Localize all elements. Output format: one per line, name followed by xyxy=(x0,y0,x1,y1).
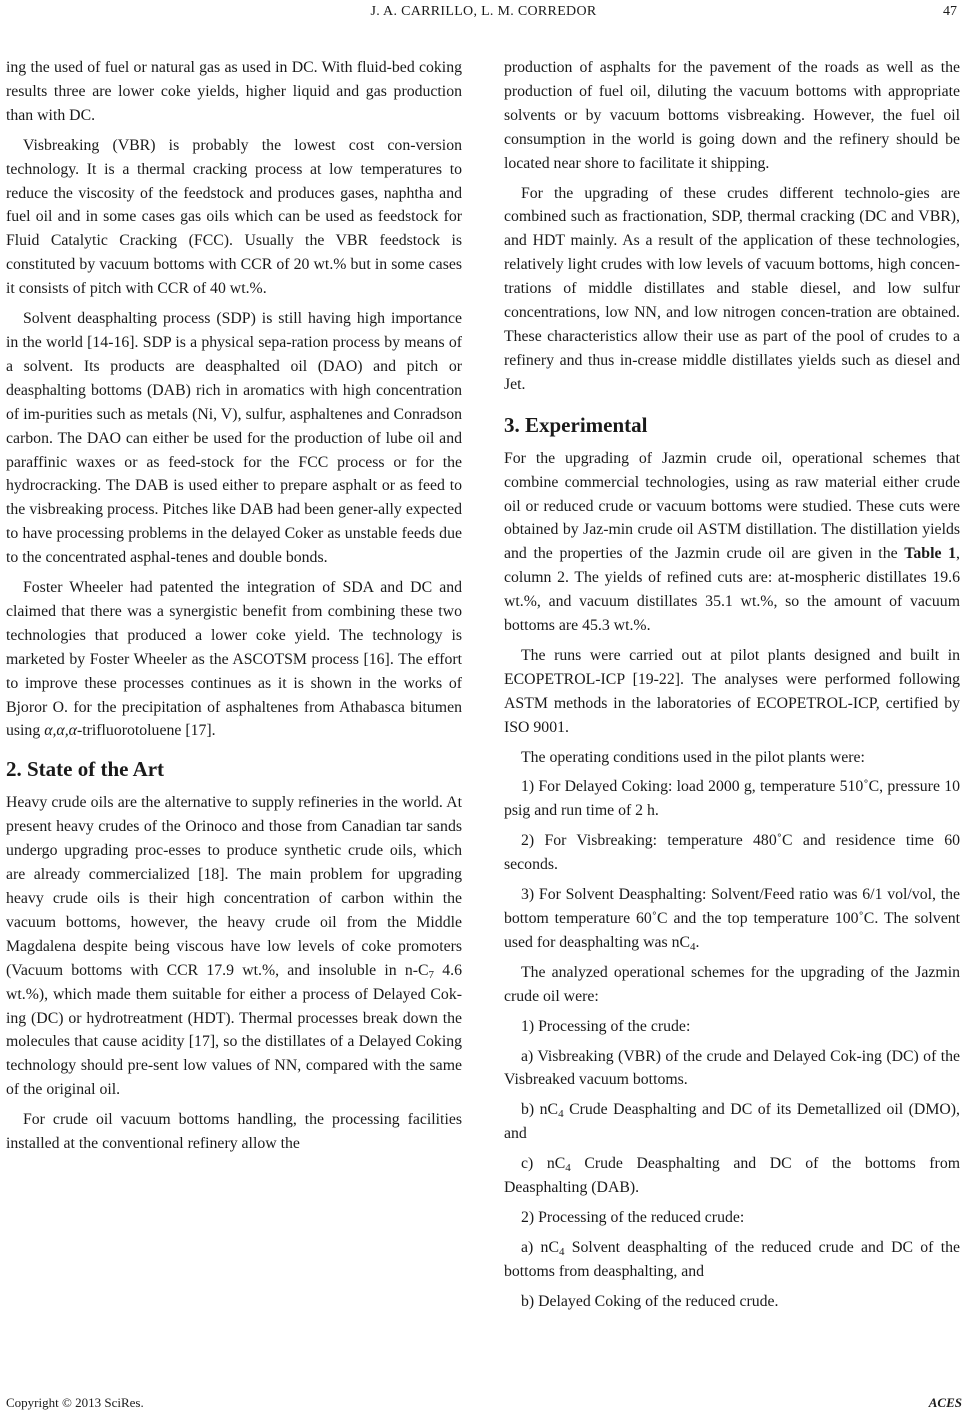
subscript: 4 xyxy=(558,1108,564,1121)
paragraph: The analyzed operational schemes for the upgrading of the Jazmin crude oil were: xyxy=(504,963,960,1005)
paragraph xyxy=(6,576,462,743)
paragraph: 1) Processing of the crude: xyxy=(521,1017,691,1035)
paragraph: b) Delayed Coking of the reduced crude. xyxy=(521,1292,779,1310)
text-run: 3) For Solvent Deasphalting: Solvent/Feed ratio was 6/1 vol/vol, the bottom temperature 60˚C and the top temperature 100˚C. The solvent used for deasphalting was nC xyxy=(504,886,960,951)
page-footer xyxy=(6,1393,962,1413)
table-reference: Table 1 xyxy=(904,545,957,563)
section-heading: 2. State of the Art xyxy=(6,757,165,782)
text-run: For the upgrading of Jazmin crude oil, operational schemes that combine commercial technologies, using as raw material either crude oil or reduced crude or vacuum bottoms were studied. These cuts were obtained by Jaz-min crude oil ASTM distillation. The distillation yields and the properties of the Jazmin crude oil are given in the xyxy=(504,449,960,563)
subscript: 4 xyxy=(558,1245,565,1258)
running-header xyxy=(0,0,967,24)
text-run: -trifluorotoluene [17]. xyxy=(76,722,216,740)
paragraph: The operating conditions used in the pilot plants were: xyxy=(521,748,865,766)
journal-abbreviation: ACES xyxy=(928,1395,962,1410)
subscript: 4 xyxy=(565,1162,571,1175)
copyright-notice: Copyright © 2013 SciRes. xyxy=(6,1395,144,1410)
paragraph xyxy=(504,1152,960,1200)
text-run: Solvent deasphalting of the reduced crude and DC of the bottoms from deasphalting, and xyxy=(504,1238,961,1280)
paragraph: Solvent deasphalting process (SDP) is still having high importance in the world [14-16]. SDP is a physical sepa-ration process by means of a solvent. Its products are deasphalted oil (DAO) and pitch or deasphalting bottoms (DAB) rich in aromatics with high concentration of im-purities such as metals (Ni, V), sulfur, asphaltenes and Conradson carbon. The DAO can either be used for the production of lube oil and paraffinic waxes or as feed-stock for the FCC process or for the hydrocracking. The DAB is used either to prepare asphalt or as feed to the visbreaking process. Pitches like DAB had been gener-ally expected to have processing problems in the delayed Coker as unstable feeds due to the concentrated asphal-tenes and double bonds. xyxy=(6,310,462,567)
page-number: 47 xyxy=(943,4,957,19)
paragraph xyxy=(504,1098,960,1146)
paragraph: For crude oil vacuum bottoms handling, the processing facilities installed at the conventional refinery allow the xyxy=(6,1111,462,1153)
italic-text: α,α,α xyxy=(44,722,77,740)
subscript: 4 xyxy=(690,940,696,953)
right-column xyxy=(504,56,960,1320)
section-heading: 3. Experimental xyxy=(504,412,648,437)
paragraph: The runs were carried out at pilot plants designed and built in ECOPETROL-ICP [19-22]. The analyses were performed following ASTM methods in the laboratories of ECOPETROL-ICP, certified by ISO 9001. xyxy=(504,646,960,736)
text-run: b) nC xyxy=(521,1101,559,1119)
paragraph: production of asphalts for the pavement of the roads as well as the production of fuel oil, diluting the vacuum bottoms with appropriate solvents or by vacuum bottoms visbreaking. However, the fuel oil consumption in the world is going down and the refinery should be located near shore to facilitate it shipping. xyxy=(504,59,960,172)
text-run: Crude Deasphalting and DC of the bottoms from Deasphalting (DAB). xyxy=(504,1155,961,1197)
text-run: a) nC xyxy=(521,1238,559,1256)
text-run: 4.6 wt.%), which made them suitable for either a process of Delayed Cok-ing (DC) or hydrotreatment (HDT). Thermal processes break down the molecules that cause acidity [17], so the distillates of a Delayed Coking technology should pre-sent low values of NN, compared with the same of the original oil. xyxy=(6,961,462,1099)
text-run: Foster Wheeler had patented the integration of SDA and DC and claimed that there was a synergistic benefit from combining these two technologies that produced a lower coke yield. The technology is marketed by Foster Wheeler as the ASCOTSM process [16]. The effort to improve these processes continues as it is shown in the works of Bjoror O. for the precipitation of asphaltenes from Athabasca bitumen using xyxy=(6,579,462,740)
text-run: . xyxy=(695,933,700,951)
text-run: Crude Deasphalting and DC of its Demetallized oil (DMO), and xyxy=(504,1101,960,1143)
text-run: , column 2. The yields of refined cuts are: at-mospheric distillates 19.6 wt.%, and vacuum distillates 35.1 wt.%, so the amount of vacuum bottoms are 45.3 wt.%. xyxy=(504,545,960,635)
running-title: J. A. CARRILLO, L. M. CORREDOR xyxy=(370,4,597,19)
paragraph xyxy=(504,447,960,638)
paragraph: a) Visbreaking (VBR) of the crude and Delayed Cok-ing (DC) of the Visbreaked vacuum bottoms. xyxy=(504,1047,960,1089)
text-run: c) nC xyxy=(521,1155,566,1173)
text-run: Heavy crude oils are the alternative to supply refineries in the world. At present heavy crudes of the Orinoco and those from Canadian tar sands undergo upgrading proc-esses to produce synthetic crude oils, which are already commercialized [18]. The main problem for upgrading heavy crude oils is their high concentration of carbon within the vacuum bottoms, however, the heavy crude oil from the Middle Magdalena despite being viscous have low levels of coke promoters (Vacuum bottoms with CCR 17.9 wt.%, and insoluble in n-C xyxy=(6,794,462,979)
paragraph xyxy=(6,791,462,1102)
paragraph: For the upgrading of these crudes different technolo-gies are combined such as fractionation, SDP, thermal cracking (DC and VBR), and HDT mainly. As a result of the application of these technologies, relatively light crudes with low levels of vacuum bottoms, high concen-trations of middle distillates and stable diesel, and low sulfur concentrations, low NN, and low nitrogen concen-tration are obtained. These characteristics allow their use as part of the pool of crudes to a refinery and thus in-crease middle distillates yields such as diesel and Jet. xyxy=(504,184,960,393)
paragraph: 2) For Visbreaking: temperature 480˚C and residence time 60 seconds. xyxy=(504,832,960,874)
paragraph xyxy=(504,883,960,955)
left-column xyxy=(6,56,462,1162)
paragraph: 1) For Delayed Coking: load 2000 g, temperature 510˚C, pressure 10 psig and run time of 2 h. xyxy=(504,778,960,820)
paragraph: Visbreaking (VBR) is probably the lowest cost con-version technology. It is a thermal cracking process at low temperatures to reduce the viscosity of the feedstock and produces gases, naphtha and fuel oil and in some cases gas oils which can be used as feedstock for Fluid Catalytic Cracking (FCC). Usually the VBR feedstock is constituted by vacuum bottoms with CCR of 20 wt.% but in some cases it consists of pitch with CCR of 40 wt.%. xyxy=(6,136,462,298)
paragraph: 2) Processing of the reduced crude: xyxy=(521,1208,745,1226)
subscript: 7 xyxy=(428,968,435,981)
paragraph: ing the used of fuel or natural gas as used in DC. With fluid-bed coking results three are lower coke yields, higher liquid and gas production than with DC. xyxy=(6,59,462,124)
paragraph xyxy=(504,1236,960,1284)
